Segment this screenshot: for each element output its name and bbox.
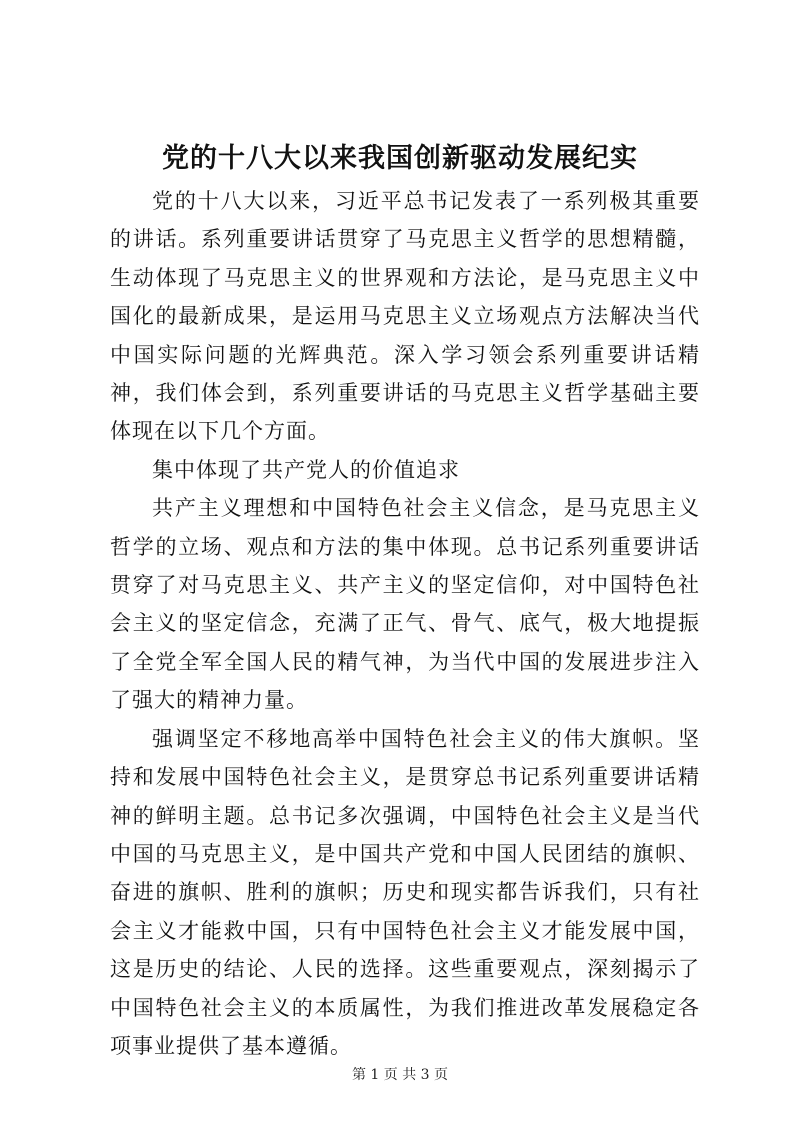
paragraph-banner: 强调坚定不移地高举中国特色社会主义的伟大旗帜。坚持和发展中国特色社会主义，是贯穿总书记系列重要讲话精神的鲜明主题。总书记多次强调，中国特色社会主义是当代中国的马克思主义，是中国共产党和中国人民团结的旗帜、奋进的旗帜、胜利的旗帜；历史和现实都告诉我们，只有社会主义才能救中国，只有中国特色社会主义才能发展中国，这是历史的结论、人民的选择。这些重要观点，深刻揭示了中国特色社会主义的本质属性，为我们推进改革发展稳定各项事业提供了基本遵循。: [110, 726, 700, 1058]
page-number-footer: 第 1 页 共 3 页: [351, 1067, 449, 1083]
paragraph-ideals: 共产主义理想和中国特色社会主义信念，是马克思主义哲学的立场、观点和方法的集中体现。总书记系列重要讲话贯穿了对马克思主义、共产主义的坚定信仰，对中国特色社会主义的坚定信念，充满了正气、骨气、底气，极大地提振了全党全军全国人民的精气神，为当代中国的发展进步注入了强大的精神力量。: [110, 496, 700, 713]
document-body: [110, 182, 700, 1065]
paragraph-intro: 党的十八大以来，习近平总书记发表了一系列极其重要的讲话。系列重要讲话贯穿了马克思主义哲学的思想精髓，生动体现了马克思主义的世界观和方法论，是马克思主义中国化的最新成果，是运用马克思主义立场观点方法解决当代中国实际问题的光辉典范。深入学习领会系列重要讲话精神，我们体会到，系列重要讲话的马克思主义哲学基础主要体现在以下几个方面。: [110, 189, 700, 444]
document-title: 党的十八大以来我国创新驱动发展纪实: [162, 143, 638, 174]
section-heading: 集中体现了共产党人的价值追求: [152, 457, 460, 482]
